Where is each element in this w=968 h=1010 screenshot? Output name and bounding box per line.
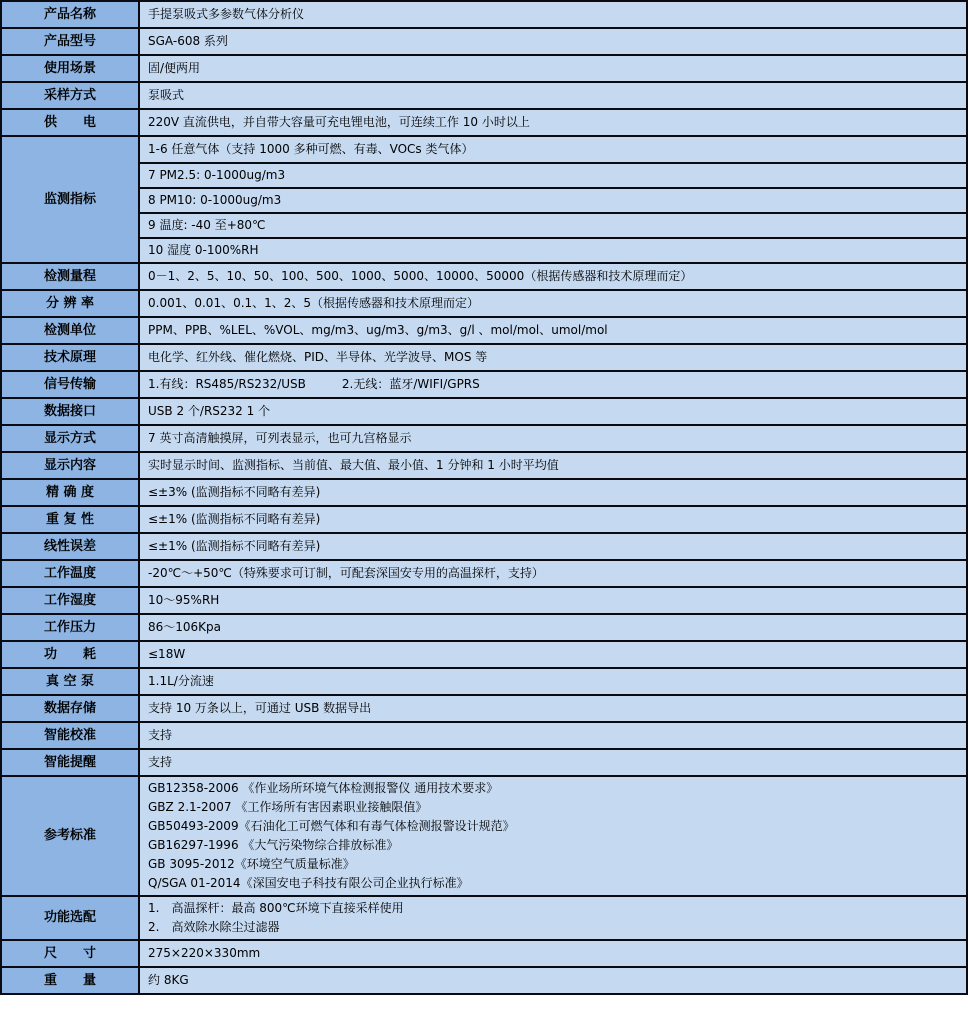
row-label: 数据接口: [2, 399, 140, 424]
value-cell: [140, 897, 966, 939]
row-values: [140, 669, 966, 694]
value-line: GB16297-1996 《大气污染物综合排放标准》: [148, 838, 399, 852]
table-row: [2, 588, 966, 615]
row-label: 工作温度: [2, 561, 140, 586]
value-cell: [140, 561, 966, 586]
value-line: ≤±3% (监测指标不同略有差异): [148, 485, 321, 499]
row-label: 产品型号: [2, 29, 140, 54]
value-cell: [140, 212, 966, 237]
table-row: [2, 399, 966, 426]
table-row: [2, 345, 966, 372]
row-values: [140, 750, 966, 775]
table-row: [2, 291, 966, 318]
row-values: [140, 110, 966, 135]
table-row: [2, 2, 966, 29]
value-cell: [140, 187, 966, 212]
value-line: GB50493-2009《石油化工可燃气体和有毒气体检测报警设计规范》: [148, 819, 515, 833]
row-values: [140, 777, 966, 895]
row-label: 供 电: [2, 110, 140, 135]
table-row: [2, 372, 966, 399]
value-line: 支持: [148, 755, 173, 769]
value-cell: [140, 453, 966, 478]
table-row: [2, 110, 966, 137]
row-label: 重 量: [2, 968, 140, 993]
row-values: [140, 615, 966, 640]
row-values: [140, 507, 966, 532]
value-cell: [140, 696, 966, 721]
row-label: 检测量程: [2, 264, 140, 289]
row-label: 参考标准: [2, 777, 140, 895]
value-cell: [140, 56, 966, 81]
row-values: [140, 399, 966, 424]
row-label: 信号传输: [2, 372, 140, 397]
value-cell: [140, 507, 966, 532]
row-label: 功能选配: [2, 897, 140, 939]
value-cell: [140, 399, 966, 424]
row-label: 分 辨 率: [2, 291, 140, 316]
value-line: 泵吸式: [148, 88, 185, 102]
value-cell: [140, 777, 966, 895]
value-line: 8 PM10: 0-1000ug/m3: [148, 193, 282, 207]
value-cell: [140, 588, 966, 613]
value-line: 275×220×330mm: [148, 946, 261, 960]
value-line: PPM、PPB、%LEL、%VOL、mg/m3、ug/m3、g/m3、g/l 、mol/mol、umol/mol: [148, 323, 608, 337]
value-line: -20℃～+50℃（特殊要求可订制，可配套深国安专用的高温探杆，支持）: [148, 566, 544, 580]
value-line: 支持: [148, 728, 173, 742]
table-row: [2, 696, 966, 723]
row-values: [140, 137, 966, 262]
row-label: 采样方式: [2, 83, 140, 108]
value-line: 7 英寸高清触摸屏，可列表显示，也可九宫格显示: [148, 431, 412, 445]
row-label: 检测单位: [2, 318, 140, 343]
table-row: [2, 426, 966, 453]
row-values: [140, 534, 966, 559]
value-line: 2. 高效除水除尘过滤器: [148, 920, 280, 934]
row-label: 显示内容: [2, 453, 140, 478]
value-cell: [140, 534, 966, 559]
value-line: SGA-608 系列: [148, 34, 228, 48]
value-line: 10～95%RH: [148, 593, 220, 607]
value-line: 1. 高温探杆：最高 800℃环境下直接采样使用: [148, 901, 404, 915]
row-values: [140, 372, 966, 397]
row-label: 精 确 度: [2, 480, 140, 505]
value-cell: [140, 723, 966, 748]
value-line: 10 湿度 0-100%RH: [148, 243, 259, 257]
table-row: [2, 941, 966, 968]
row-label: 智能校准: [2, 723, 140, 748]
value-cell: [140, 29, 966, 54]
row-label: 真 空 泵: [2, 669, 140, 694]
value-cell: [140, 110, 966, 135]
row-values: [140, 723, 966, 748]
row-label: 尺 寸: [2, 941, 140, 966]
value-cell: [140, 480, 966, 505]
row-values: [140, 642, 966, 667]
row-label: 技术原理: [2, 345, 140, 370]
value-line: 0.001、0.01、0.1、1、2、5（根据传感器和技术原理而定）: [148, 296, 480, 310]
value-line: 手提泵吸式多参数气体分析仪: [148, 7, 305, 21]
value-line: 电化学、红外线、催化燃烧、PID、半导体、光学波导、MOS 等: [148, 350, 488, 364]
table-row: [2, 480, 966, 507]
table-row: [2, 137, 966, 264]
table-row: [2, 669, 966, 696]
table-row: [2, 507, 966, 534]
value-cell: [140, 2, 966, 27]
value-line: 0－1、2、5、10、50、100、500、1000、5000、10000、50000（根据传感器和技术原理而定）: [148, 269, 693, 283]
row-values: [140, 588, 966, 613]
row-values: [140, 941, 966, 966]
table-row: [2, 453, 966, 480]
table-row: [2, 534, 966, 561]
table-row: [2, 750, 966, 777]
row-label: 监测指标: [2, 137, 140, 262]
value-line: 约 8KG: [148, 973, 189, 987]
value-line: 固/便两用: [148, 61, 201, 75]
value-cell: [140, 318, 966, 343]
table-row: [2, 56, 966, 83]
row-label: 产品名称: [2, 2, 140, 27]
table-row: [2, 968, 966, 995]
value-cell: [140, 264, 966, 289]
table-row: [2, 264, 966, 291]
value-line: 1-6 任意气体（支持 1000 多种可燃、有毒、VOCs 类气体）: [148, 142, 474, 156]
row-label: 线性误差: [2, 534, 140, 559]
table-row: [2, 29, 966, 56]
value-cell: [140, 372, 966, 397]
row-values: [140, 897, 966, 939]
value-line: ≤±1% (监测指标不同略有差异): [148, 539, 321, 553]
row-label: 智能提醒: [2, 750, 140, 775]
table-row: [2, 642, 966, 669]
value-cell: [140, 291, 966, 316]
row-label: 工作湿度: [2, 588, 140, 613]
row-label: 工作压力: [2, 615, 140, 640]
row-label: 功 耗: [2, 642, 140, 667]
value-cell: [140, 162, 966, 187]
table-row: [2, 897, 966, 941]
value-cell: [140, 345, 966, 370]
table-row: [2, 318, 966, 345]
row-values: [140, 2, 966, 27]
value-cell: [140, 137, 966, 162]
table-row: [2, 777, 966, 897]
row-values: [140, 83, 966, 108]
value-cell: [140, 426, 966, 451]
row-values: [140, 29, 966, 54]
value-line: 86～106Kpa: [148, 620, 222, 634]
value-line: 1.1L/分流速: [148, 674, 214, 688]
value-line: GBZ 2.1-2007 《工作场所有害因素职业接触限值》: [148, 800, 428, 814]
value-line: Q/SGA 01-2014《深国安电子科技有限公司企业执行标准》: [148, 876, 469, 890]
value-cell: [140, 750, 966, 775]
row-label: 使用场景: [2, 56, 140, 81]
row-values: [140, 968, 966, 993]
value-line: ≤18W: [148, 647, 186, 661]
table-row: [2, 615, 966, 642]
table-row: [2, 83, 966, 110]
value-line: GB12358-2006 《作业场所环境气体检测报警仪 通用技术要求》: [148, 781, 499, 795]
row-values: [140, 426, 966, 451]
table-row: [2, 723, 966, 750]
row-values: [140, 56, 966, 81]
row-values: [140, 480, 966, 505]
row-values: [140, 291, 966, 316]
value-line: ≤±1% (监测指标不同略有差异): [148, 512, 321, 526]
row-label: 数据存储: [2, 696, 140, 721]
row-values: [140, 561, 966, 586]
value-line: GB 3095-2012《环境空气质量标准》: [148, 857, 355, 871]
value-cell: [140, 968, 966, 993]
value-line: 9 温度: -40 至+80℃: [148, 218, 266, 232]
value-line: 7 PM2.5: 0-1000ug/m3: [148, 168, 286, 182]
row-values: [140, 264, 966, 289]
value-cell: [140, 83, 966, 108]
value-cell: [140, 237, 966, 262]
value-line: 支持 10 万条以上，可通过 USB 数据导出: [148, 701, 372, 715]
row-values: [140, 318, 966, 343]
value-cell: [140, 669, 966, 694]
value-cell: [140, 615, 966, 640]
row-values: [140, 453, 966, 478]
row-values: [140, 696, 966, 721]
value-cell: [140, 941, 966, 966]
row-values: [140, 345, 966, 370]
row-label: 重 复 性: [2, 507, 140, 532]
value-line: 1.有线：RS485/RS232/USB 2.无线：蓝牙/WIFI/GPRS: [148, 377, 480, 391]
value-line: USB 2 个/RS232 1 个: [148, 404, 271, 418]
value-line: 实时显示时间、监测指标、当前值、最大值、最小值、1 分钟和 1 小时平均值: [148, 458, 559, 472]
table-row: [2, 561, 966, 588]
value-cell: [140, 642, 966, 667]
value-line: 220V 直流供电，并自带大容量可充电锂电池，可连续工作 10 小时以上: [148, 115, 530, 129]
row-label: 显示方式: [2, 426, 140, 451]
